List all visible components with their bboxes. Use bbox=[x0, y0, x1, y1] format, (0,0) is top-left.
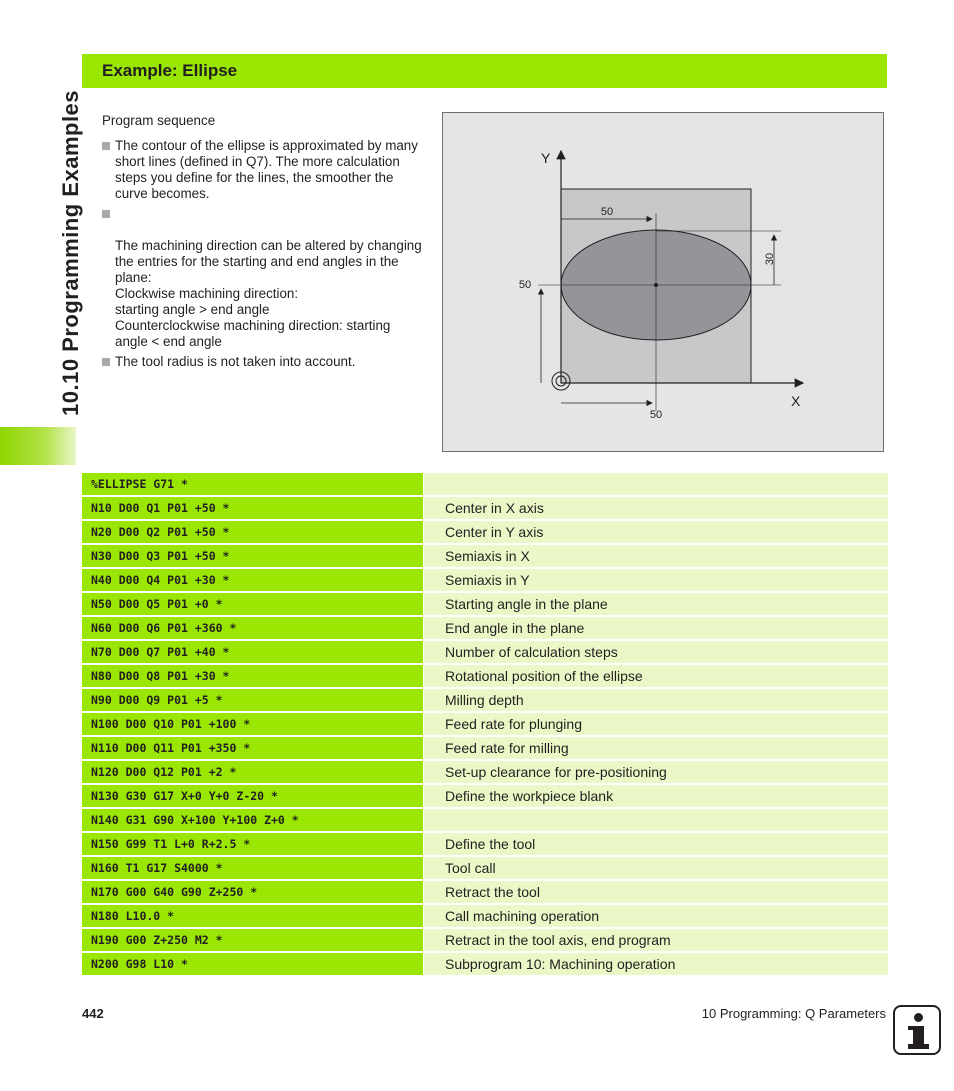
chapter-title-text: 10.10 Programming Examples bbox=[58, 89, 83, 416]
program-listing bbox=[82, 473, 888, 977]
code-cell: N10 D00 Q1 P01 +50 * bbox=[82, 497, 423, 519]
ellipse-center-point bbox=[654, 283, 658, 287]
table-row bbox=[82, 641, 888, 663]
description-cell: Semiaxis in X bbox=[424, 545, 888, 567]
code-cell: N120 D00 Q12 P01 +2 * bbox=[82, 761, 423, 783]
code-cell: N40 D00 Q4 P01 +30 * bbox=[82, 569, 423, 591]
table-row bbox=[82, 737, 888, 759]
table-row bbox=[82, 833, 888, 855]
code-cell: N20 D00 Q2 P01 +50 * bbox=[82, 521, 423, 543]
code-cell: N170 G00 G40 G90 Z+250 * bbox=[82, 881, 423, 903]
table-row bbox=[82, 881, 888, 903]
bullet-text: The machining direction can be altered by changing the entries for the starting and end angles in the plane: Clockwise machining direction: starting angle > end angle Counterclockwise machining direction: starting angle < end angle bbox=[115, 238, 422, 349]
bullet-item bbox=[102, 206, 422, 350]
code-cell: N130 G30 G17 X+0 Y+0 Z-20 * bbox=[82, 785, 423, 807]
table-row bbox=[82, 569, 888, 591]
code-cell: N200 G98 L10 * bbox=[82, 953, 423, 975]
bullet-text: The contour of the ellipse is approximated by many short lines (defined in Q7). The more calculation steps you define for the lines, the smoother the curve becomes. bbox=[115, 138, 418, 201]
intro-text bbox=[102, 113, 422, 374]
page-number: 442 bbox=[82, 1006, 104, 1021]
code-cell: N70 D00 Q7 P01 +40 * bbox=[82, 641, 423, 663]
code-cell: N150 G99 T1 L+0 R+2.5 * bbox=[82, 833, 423, 855]
ellipse-diagram bbox=[443, 113, 885, 453]
description-cell: Set-up clearance for pre-positioning bbox=[424, 761, 888, 783]
section-header bbox=[82, 54, 887, 88]
description-cell: Milling depth bbox=[424, 689, 888, 711]
info-icon bbox=[893, 1005, 941, 1055]
description-cell bbox=[424, 809, 888, 831]
code-cell: N110 D00 Q11 P01 +350 * bbox=[82, 737, 423, 759]
bullet-text: The tool radius is not taken into account. bbox=[115, 354, 356, 369]
description-cell: Feed rate for plunging bbox=[424, 713, 888, 735]
bullet-square-icon bbox=[102, 358, 110, 366]
description-cell: Center in X axis bbox=[424, 497, 888, 519]
description-cell: Retract the tool bbox=[424, 881, 888, 903]
table-row bbox=[82, 521, 888, 543]
description-cell bbox=[424, 473, 888, 495]
bullet-square-icon bbox=[102, 142, 110, 150]
table-row bbox=[82, 809, 888, 831]
table-row bbox=[82, 617, 888, 639]
dim-bottom-label: 50 bbox=[649, 409, 663, 421]
footer-chapter: 10 Programming: Q Parameters bbox=[701, 1006, 886, 1021]
table-row bbox=[82, 929, 888, 951]
code-cell: N180 L10.0 * bbox=[82, 905, 423, 927]
bullet-item bbox=[102, 354, 422, 370]
code-cell: N100 D00 Q10 P01 +100 * bbox=[82, 713, 423, 735]
bullet-item bbox=[102, 138, 422, 202]
description-cell: Feed rate for milling bbox=[424, 737, 888, 759]
description-cell: Define the tool bbox=[424, 833, 888, 855]
code-cell: %ELLIPSE G71 * bbox=[82, 473, 423, 495]
y-axis-label: Y bbox=[541, 150, 551, 166]
description-cell: Call machining operation bbox=[424, 905, 888, 927]
intro-heading: Program sequence bbox=[102, 113, 216, 128]
dim-left-label: 50 bbox=[518, 279, 532, 291]
description-cell: Define the workpiece blank bbox=[424, 785, 888, 807]
table-row bbox=[82, 953, 888, 975]
code-cell: N60 D00 Q6 P01 +360 * bbox=[82, 617, 423, 639]
table-row bbox=[82, 665, 888, 687]
code-cell: N160 T1 G17 S4000 * bbox=[82, 857, 423, 879]
table-row bbox=[82, 713, 888, 735]
table-row bbox=[82, 473, 888, 495]
description-cell: Semiaxis in Y bbox=[424, 569, 888, 591]
table-row bbox=[82, 905, 888, 927]
code-cell: N50 D00 Q5 P01 +0 * bbox=[82, 593, 423, 615]
section-title: Example: Ellipse bbox=[102, 61, 238, 80]
code-cell: N90 D00 Q9 P01 +5 * bbox=[82, 689, 423, 711]
bullet-square-icon bbox=[102, 210, 110, 218]
description-cell: Retract in the tool axis, end program bbox=[424, 929, 888, 951]
description-cell: Subprogram 10: Machining operation bbox=[424, 953, 888, 975]
description-cell: Rotational position of the ellipse bbox=[424, 665, 888, 687]
description-cell: Number of calculation steps bbox=[424, 641, 888, 663]
dim-right-label: 30 bbox=[764, 252, 776, 266]
dim-top-label: 50 bbox=[600, 206, 614, 218]
chapter-tab-marker bbox=[0, 427, 76, 465]
table-row bbox=[82, 689, 888, 711]
code-cell: N140 G31 G90 X+100 Y+100 Z+0 * bbox=[82, 809, 423, 831]
description-cell: Starting angle in the plane bbox=[424, 593, 888, 615]
table-row bbox=[82, 785, 888, 807]
description-cell: Center in Y axis bbox=[424, 521, 888, 543]
x-axis-label: X bbox=[791, 393, 801, 409]
description-cell: End angle in the plane bbox=[424, 617, 888, 639]
table-row bbox=[82, 593, 888, 615]
table-row bbox=[82, 857, 888, 879]
table-row bbox=[82, 545, 888, 567]
table-row bbox=[82, 761, 888, 783]
chapter-side-title bbox=[0, 0, 83, 430]
code-cell: N190 G00 Z+250 M2 * bbox=[82, 929, 423, 951]
ellipse-figure bbox=[442, 112, 884, 452]
code-cell: N30 D00 Q3 P01 +50 * bbox=[82, 545, 423, 567]
table-row bbox=[82, 497, 888, 519]
code-cell: N80 D00 Q8 P01 +30 * bbox=[82, 665, 423, 687]
description-cell: Tool call bbox=[424, 857, 888, 879]
